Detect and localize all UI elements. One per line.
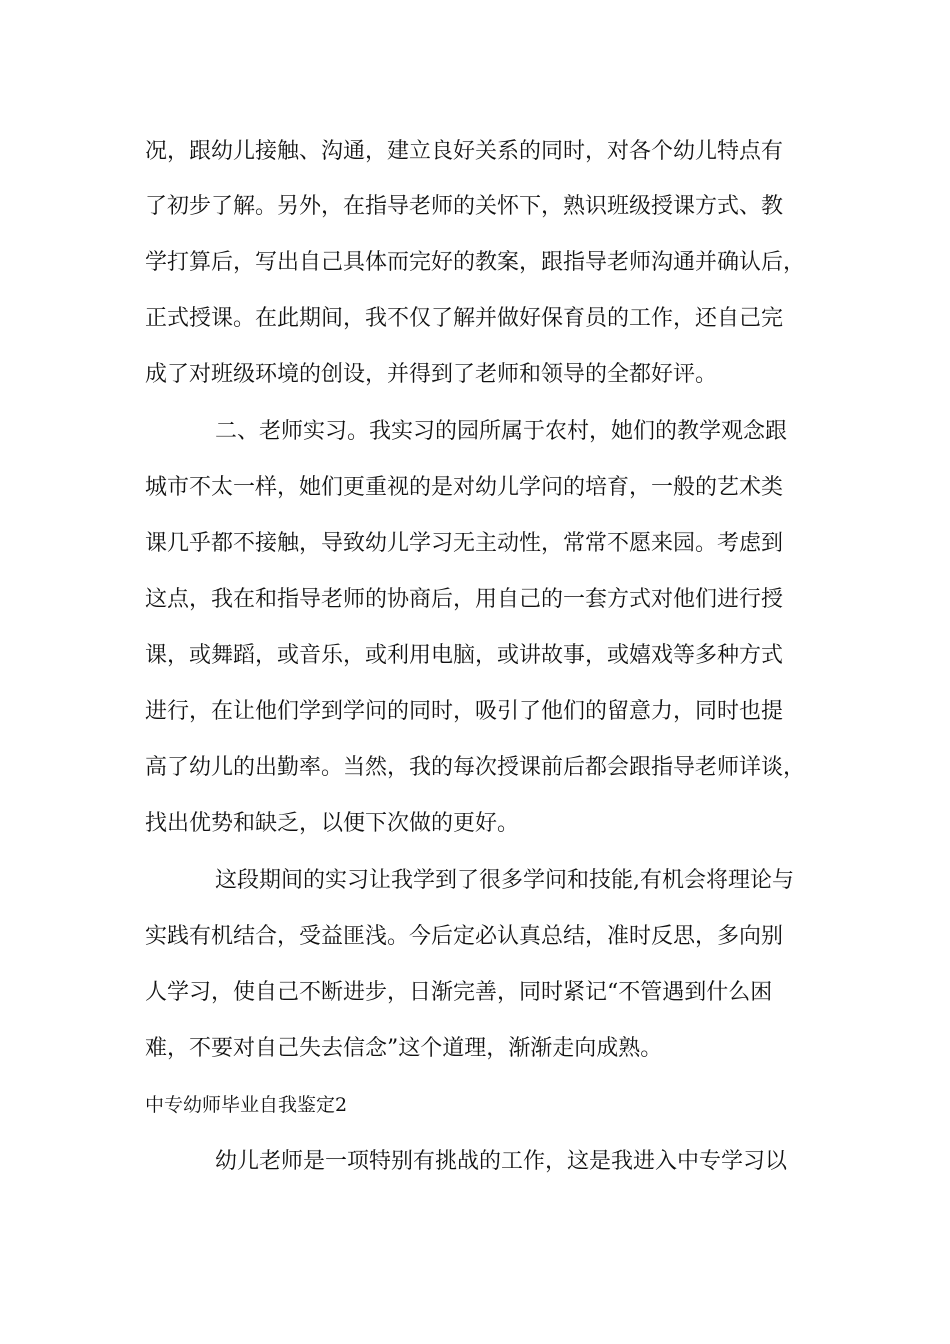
paragraph-line: 课，或舞蹈，或音乐，或利用电脑，或讲故事，或嬉戏等多种方式: [145, 643, 784, 668]
paragraph-line: 学打算后，写出自己具体而完好的教案，跟指导老师沟通并确认后，: [145, 250, 806, 275]
paragraph-line: 况，跟幼儿接触、沟通，建立良好关系的同时，对各个幼儿特点有: [145, 139, 784, 164]
paragraph-line: 成了对班级环境的创设，并得到了老师和领导的全都好评。: [145, 362, 718, 387]
paragraph-line: 幼儿老师是一项特别有挑战的工作，这是我进入中专学习以: [215, 1149, 788, 1174]
section-heading: 中专幼师毕业自我鉴定2: [145, 1094, 348, 1116]
paragraph-line: 实践有机结合，受益匪浅。今后定必认真总结，准时反思，多向别: [145, 924, 784, 949]
paragraph-line: 人学习，使自己不断进步，日渐完善，同时紧记“不管遇到什么困: [145, 980, 773, 1005]
paragraph-line: 这段期间的实习让我学到了很多学问和技能,有机会将理论与: [215, 868, 794, 893]
paragraph-line: 城市不太一样，她们更重视的是对幼儿学问的培育，一般的艺术类: [145, 475, 784, 500]
paragraph-line: 高了幼儿的出勤率。当然，我的每次授课前后都会跟指导老师详谈，: [145, 755, 806, 780]
paragraph-line: 正式授课。在此期间，我不仅了解并做好保育员的工作，还自己完: [145, 306, 784, 331]
paragraph-line: 进行，在让他们学到学问的同时，吸引了他们的留意力，同时也提: [145, 699, 784, 724]
paragraph-line: 难，不要对自己失去信念”这个道理，渐渐走向成熟。: [145, 1036, 663, 1061]
paragraph-line: 课几乎都不接触，导致幼儿学习无主动性，常常不愿来园。考虑到: [145, 531, 784, 556]
paragraph-line: 找出优势和缺乏，以便下次做的更好。: [145, 811, 520, 836]
paragraph-line: 二、老师实习。我实习的园所属于农村，她们的教学观念跟: [215, 419, 788, 444]
paragraph-line: 了初步了解。另外，在指导老师的关怀下，熟识班级授课方式、教: [145, 194, 784, 219]
paragraph-line: 这点，我在和指导老师的协商后，用自己的一套方式对他们进行授: [145, 587, 784, 612]
